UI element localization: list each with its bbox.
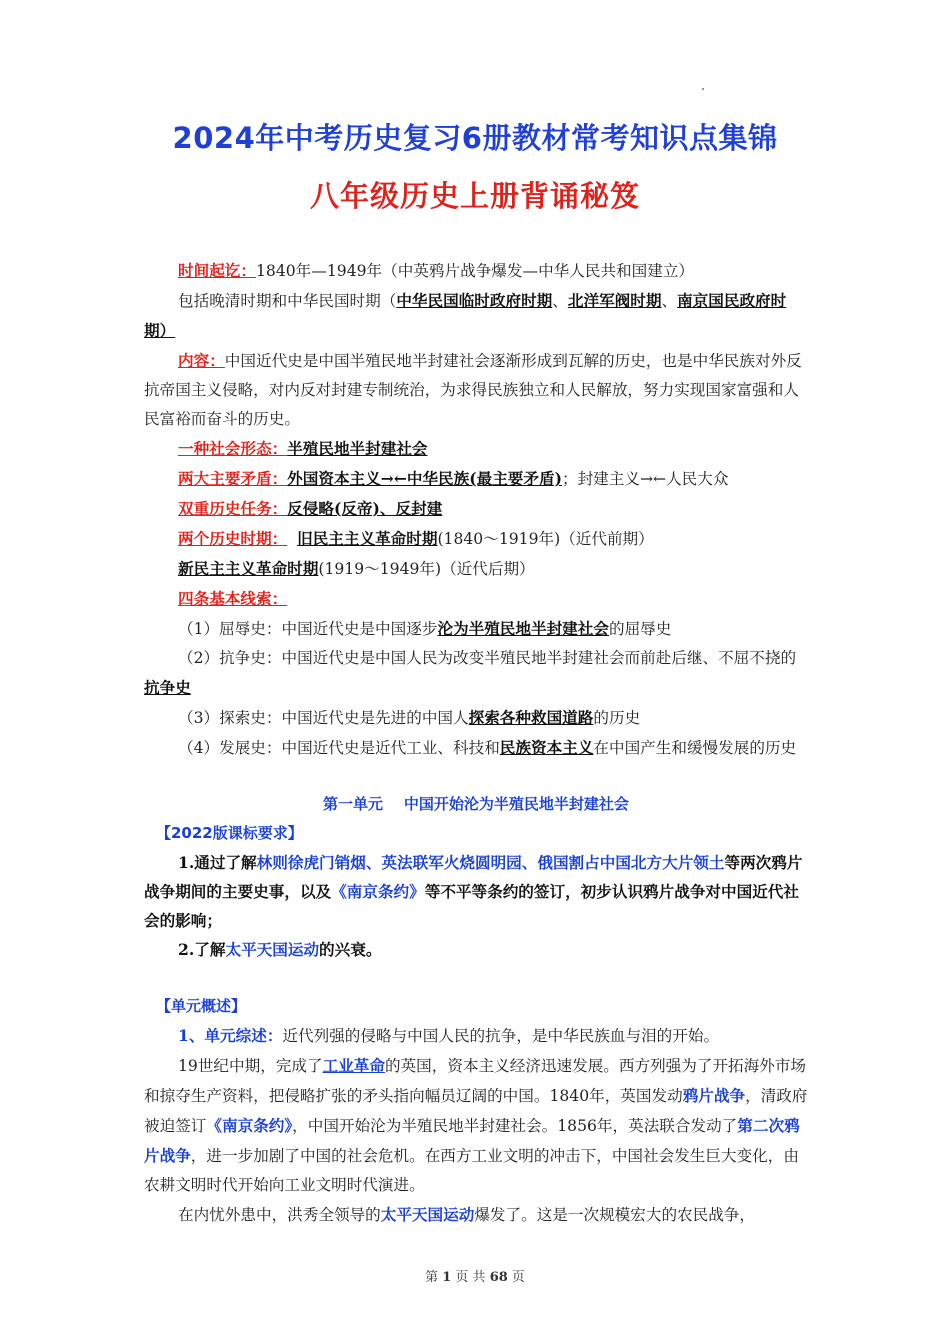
task-line [144, 494, 808, 524]
standard-item-2 [144, 935, 808, 964]
summary-line [144, 1021, 808, 1051]
p1-c: ，清政府被迫签订 [144, 1087, 808, 1135]
period-label: 两个历史时期： [178, 529, 288, 548]
society-text: 半殖民地半封建社会 [287, 439, 428, 458]
standard-item-1 [144, 848, 808, 935]
new-range: (1919～1949年)（近代后期） [318, 560, 535, 578]
std1-b: 等两次鸦片战争期间的主要史事，以及 [144, 853, 803, 901]
p1-a: 19世纪中期，完成了 [178, 1057, 323, 1075]
clue-1 [144, 614, 808, 644]
content-text: 中国近代史是中国半殖民地半封建社会逐渐形成到瓦解的历史，也是中华民族对外反抗帝国主义侵略，对内反对封建专制统治，为求得民族独立和人民解放，努力实现国家富强和人民富裕而奋斗的历史。 [144, 352, 802, 428]
p1-industrial-revolution: 工业革命 [322, 1056, 385, 1075]
p1-opium-war: 鸦片战争 [682, 1086, 746, 1105]
task-text: 反侵略(反帝)、反封建 [287, 499, 443, 518]
p2-a: 在内忧外患中，洪秀全领导的 [178, 1206, 381, 1224]
scan-dot [702, 88, 704, 90]
clue-2-bold: 抗争史 [144, 678, 191, 697]
clue-2 [144, 644, 808, 703]
period-sep: 、 [661, 292, 678, 310]
content-label: 内容： [178, 351, 225, 370]
clue-3 [144, 703, 808, 733]
document-subtitle: 八年级历史上册背诵秘笈 [309, 179, 640, 213]
new-revolution: 新民主主义革命时期 [178, 559, 319, 578]
summary-text: 近代列强的侵略与中国人民的抗争，是中华民族血与泪的开始。 [282, 1027, 720, 1045]
society-line [144, 434, 808, 464]
contradiction-line [144, 464, 808, 494]
task-label: 双重历史任务： [178, 499, 288, 518]
clue-4-bold: 民族资本主义 [499, 738, 594, 757]
std1-blue2: 《南京条约》 [331, 882, 425, 901]
std1-blue: 林则徐虎门销烟、英法联军火烧圆明园、俄国割占中国北方大片领土 [256, 853, 725, 872]
p2-b: 爆发了。这是一次规模宏大的农民战争， [474, 1206, 756, 1224]
contradiction-main: 外国资本主义→←中华民族(最主要矛盾) [287, 469, 562, 488]
clue-heading-line [144, 584, 808, 614]
periods-line [144, 286, 808, 346]
clue-4-prefix: （4）发展史：中国近代史是近代工业、科技和 [178, 739, 500, 757]
document-title: 2024年中考历史复习6册教材常考知识点集锦 [172, 121, 778, 155]
clue-4-suffix: 在中国产生和缓慢发展的历史 [593, 739, 797, 757]
clue-1-suffix: 的屈辱史 [608, 620, 672, 638]
clue-3-suffix: 的历史 [593, 709, 641, 727]
clue-4 [144, 733, 808, 763]
time-label: 时间起讫： [178, 261, 256, 280]
footer-prefix: 第 [425, 1270, 439, 1285]
std1-a: 1.通过了解 [178, 853, 257, 872]
clue-2-prefix: （2）抗争史：中国近代史是中国人民为改变半殖民地半封建社会而前赴后继、不屈不挠的 [178, 649, 797, 667]
p1-e: ，进一步加剧了中国的社会危机。在西方工业文明的冲击下，中国社会发生巨大变化，由农耕文明时代开始向工业文明时代演进。 [144, 1147, 799, 1194]
clue-label: 四条基本线索： [178, 589, 288, 608]
contradiction-label: 两大主要矛盾： [178, 469, 288, 488]
period-new-line [144, 554, 808, 584]
clue-3-bold: 探索各种救国道路 [468, 708, 594, 727]
old-range: (1840～1919年)（近代前期） [437, 530, 654, 548]
footer-suffix: 页 [511, 1270, 525, 1285]
time-text: 1840年—1949年（中英鸦片战争爆发—中华人民共和国建立） [255, 262, 695, 280]
periods-prefix: 包括晚清时期和中华民国时期（ [178, 292, 397, 310]
page-total: 68 [489, 1270, 508, 1285]
standard-heading: 【2022版课标要求】 [156, 824, 303, 842]
p1-b: 的英国，资本主义经济迅速发展。西方列强为了开拓海外市场和掠夺生产资料，把侵略扩张的矛头指向幅员辽阔的中国。1840年，英国发动 [144, 1057, 807, 1105]
document-body [144, 256, 808, 1230]
time-range-line [144, 256, 808, 286]
period-beiyang: 北洋军阀时期 [567, 291, 662, 310]
summary-label: 1、单元综述： [178, 1026, 283, 1045]
period-sep: 、 [552, 292, 568, 310]
period-nanjing: 南京国民政府时期） [144, 291, 787, 340]
std2-b: 的兴衰。 [319, 940, 382, 959]
p2-taiping: 太平天国运动 [380, 1205, 475, 1224]
overview-paragraph-2 [144, 1200, 808, 1230]
std2-blue: 太平天国运动 [225, 940, 320, 959]
period-old-line [144, 524, 808, 554]
clue-1-bold: 沦为半殖民地半封建社会 [437, 619, 609, 638]
clue-3-prefix: （3）探索史：中国近代史是先进的中国人 [178, 709, 469, 727]
contradiction-rest: ；封建主义→←人民大众 [561, 470, 729, 488]
content-paragraph [144, 346, 808, 434]
society-label: 一种社会形态： [178, 439, 288, 458]
overview-paragraph-1 [144, 1051, 808, 1200]
footer-mid: 页 共 [455, 1270, 486, 1285]
spacer [144, 964, 808, 992]
page-footer [0, 1266, 950, 1285]
clue-1-prefix: （1）屈辱史：中国近代史是中国逐步 [178, 620, 438, 638]
p1-nanjing-treaty: 《南京条约》 [206, 1116, 293, 1135]
unit-title: 第一单元 中国开始沦为半殖民地半封建社会 [323, 795, 629, 813]
std1-c: 等不平等条约的签订，初步认识鸦片战争对中国近代社会的影响； [144, 882, 799, 930]
p1-second-opium-war: 第二次鸦片战争 [144, 1116, 800, 1165]
p1-d: ，中国开始沦为半殖民地半封建社会。1856年，英法联合发动了 [292, 1117, 738, 1135]
old-revolution: 旧民主主义革命时期 [297, 529, 438, 548]
page-number: 1 [442, 1270, 452, 1285]
period-provisional: 中华民国临时政府时期 [396, 291, 553, 310]
overview-heading: 【单元概述】 [156, 997, 247, 1015]
std2-a: 2.了解 [178, 940, 226, 959]
